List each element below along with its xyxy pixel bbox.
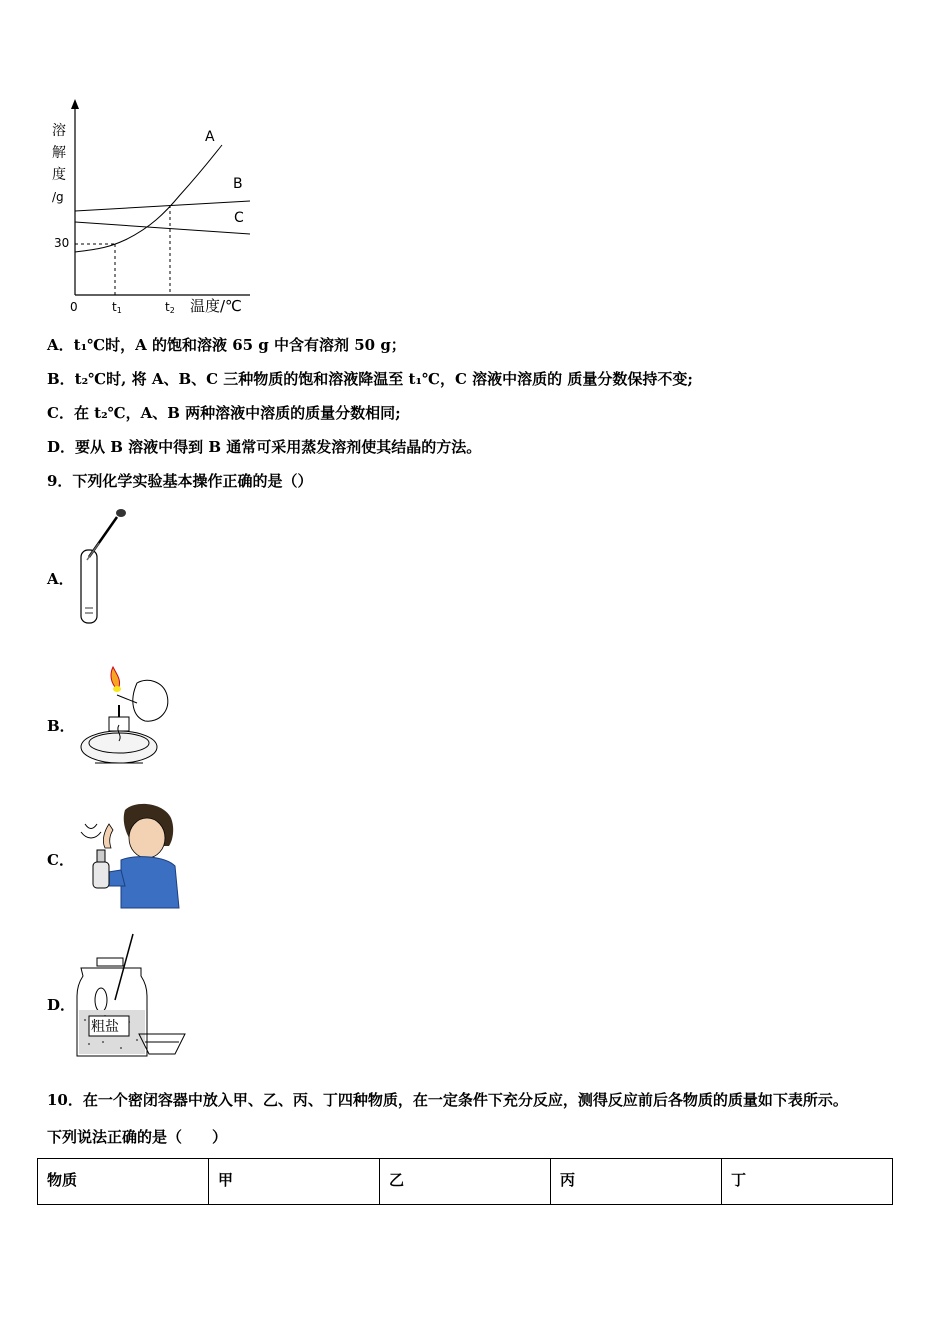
curve-b bbox=[75, 201, 250, 211]
q9-option-b-label: B． bbox=[47, 717, 75, 735]
series-label-b: B bbox=[233, 176, 243, 192]
q8-option-b: B．t₂℃时, 将 A、B、C 三种物质的饱和溶液降温至 t₁℃，C 溶液中溶质的 质量分数保持不变; bbox=[47, 370, 693, 388]
origin-label: 0 bbox=[70, 300, 78, 314]
y-label-char: 解 bbox=[52, 145, 66, 161]
q10-question-line2: 下列说法正确的是（ ） bbox=[47, 1128, 228, 1146]
dropper-test-tube-figure bbox=[75, 505, 135, 630]
y-tick-label: 30 bbox=[54, 236, 70, 250]
table-header-cell: 甲 bbox=[209, 1159, 380, 1205]
curve-c bbox=[75, 222, 250, 234]
series-label-c: C bbox=[234, 210, 244, 226]
q8-option-c: C．在 t₂℃，A、B 两种溶液中溶质的质量分数相同; bbox=[47, 404, 401, 422]
mass-table bbox=[37, 1158, 893, 1205]
y-label-char: 溶 bbox=[52, 123, 66, 139]
table-header-cell: 丁 bbox=[722, 1159, 893, 1205]
x-tick-t2: t2 bbox=[165, 300, 175, 315]
table-row bbox=[38, 1159, 893, 1205]
jar-label: 粗盐 bbox=[91, 1019, 119, 1035]
table-header-cell: 乙 bbox=[380, 1159, 551, 1205]
q9-option-c-label: C． bbox=[47, 851, 74, 869]
q8-option-d: D．要从 B 溶液中得到 B 通常可采用蒸发溶剂使其结晶的方法。 bbox=[47, 438, 482, 456]
series-label-a: A bbox=[205, 129, 215, 145]
q9-question: 9．下列化学实验基本操作正确的是（） bbox=[47, 472, 313, 490]
y-label-char: 度 bbox=[52, 167, 66, 183]
q10-question-line1: 10．在一个密闭容器中放入甲、乙、丙、丁四种物质，在一定条件下充分反应，测得反应前后各物质的质量如下表所示。 bbox=[47, 1091, 848, 1109]
smelling-gas-figure bbox=[75, 800, 185, 915]
alcohol-lamp-figure bbox=[75, 665, 175, 770]
reagent-jar-figure bbox=[75, 930, 195, 1060]
table-header-cell: 丙 bbox=[551, 1159, 722, 1205]
y-axis-arrow bbox=[71, 99, 79, 109]
solubility-chart bbox=[40, 95, 300, 325]
curve-a bbox=[75, 145, 222, 252]
table-header-cell: 物质 bbox=[38, 1159, 209, 1205]
x-axis-label: 温度/℃ bbox=[190, 297, 242, 315]
x-tick-t1: t1 bbox=[112, 300, 122, 315]
q8-option-a: A．t₁℃时，A 的饱和溶液 65 g 中含有溶剂 50 g； bbox=[47, 336, 406, 354]
y-label-char: /g bbox=[52, 190, 64, 204]
q9-option-a-label: A． bbox=[47, 570, 74, 588]
q9-option-d-label: D． bbox=[47, 996, 76, 1014]
